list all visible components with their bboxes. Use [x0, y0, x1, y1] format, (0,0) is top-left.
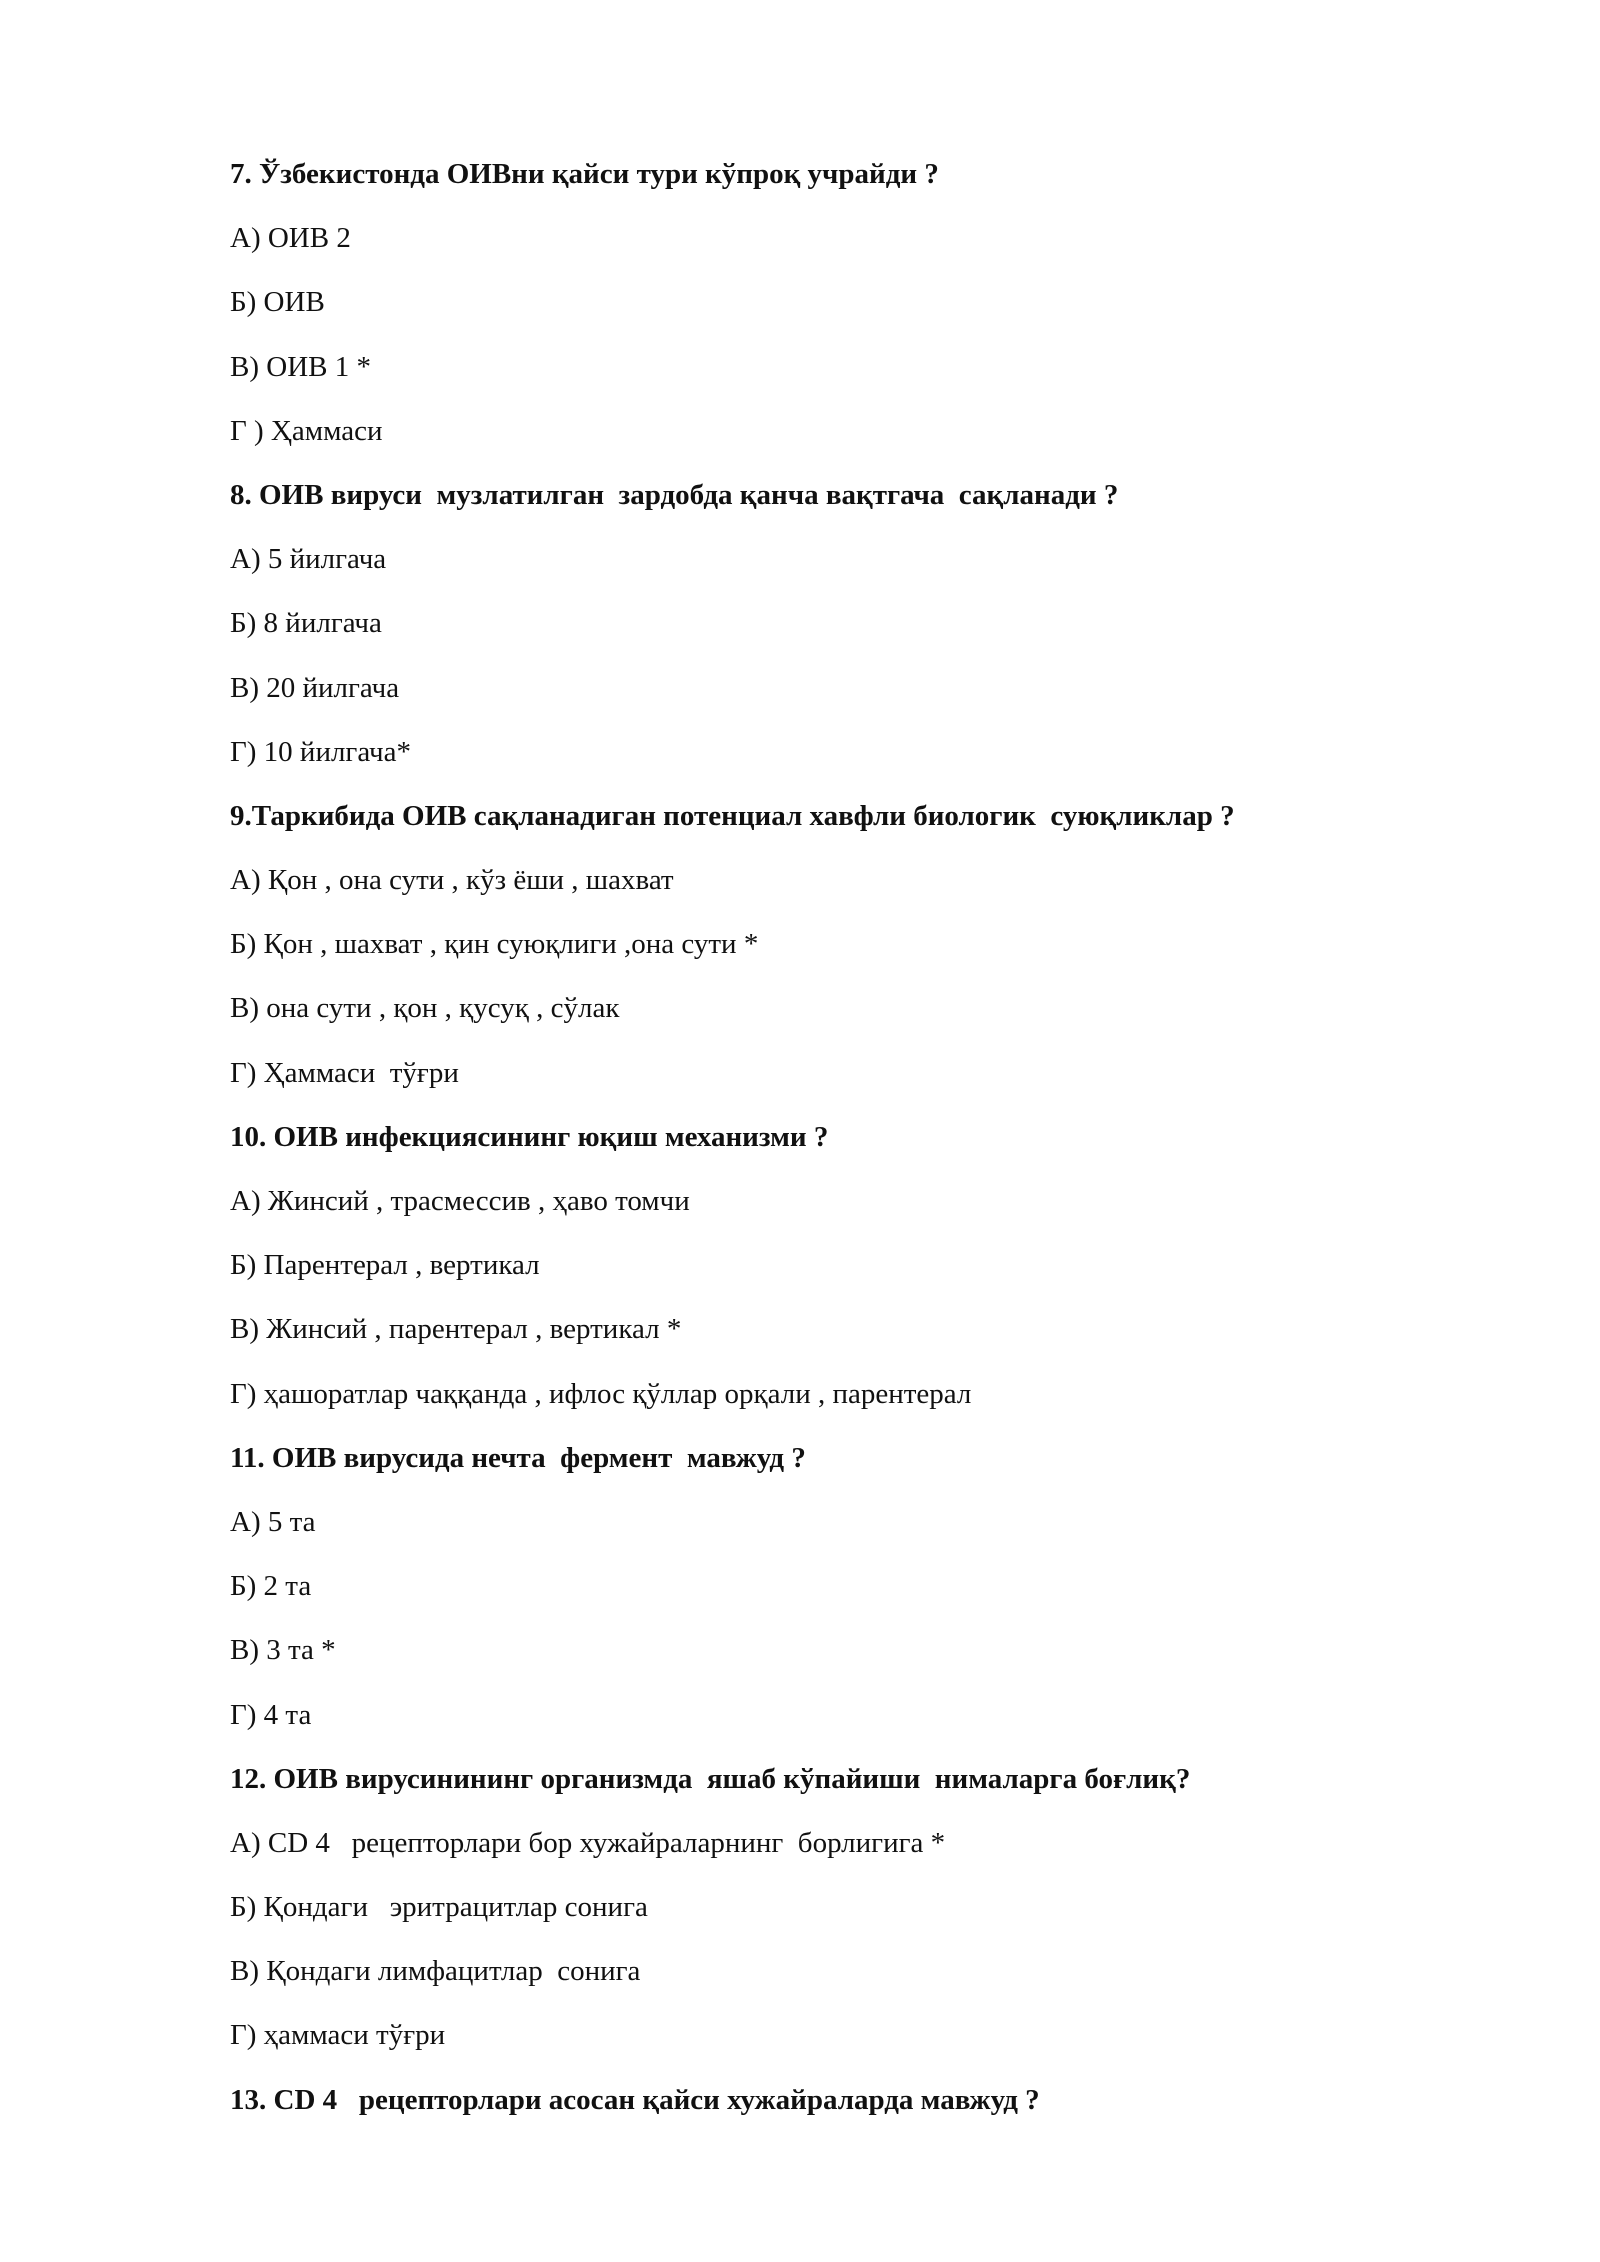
question-13-text: 13. CD 4 рецепторлари асосан қайси хужайраларда мавжуд ? — [230, 2083, 1040, 2116]
question-7-text: 7. Ўзбекистонда ОИВни қайси тури кўпроқ учрайди ? — [230, 158, 939, 190]
question-7-option-a: А) ОИВ 2 — [230, 222, 351, 255]
question-9-option-a: А) Қон , она сути , кўз ёши , шахват — [230, 864, 674, 897]
question-9-text: 9.Таркибида ОИВ сақланадиган потенциал хавфли биологик суюқликлар ? — [230, 799, 1235, 832]
question-8-option-a: А) 5 йилгача — [230, 543, 387, 576]
question-7-option-c: В) ОИВ 1 * — [230, 350, 371, 383]
question-10-option-b: Б) Парентерал , вертикал — [230, 1249, 540, 1282]
question-12-option-b: Б) Қондаги эритрацитлар сонига — [230, 1891, 648, 1924]
question-12-option-c: В) Қондаги лимфацитлар сонига — [230, 1955, 641, 1988]
question-11-option-b: Б) 2 та — [230, 1570, 312, 1603]
question-12-option-d: Г) ҳаммаси тўғри — [230, 2019, 446, 2052]
question-9-option-b: Б) Қон , шахват , қин суюқлиги ,она сути * — [230, 928, 759, 961]
question-8-option-d: Г) 10 йилгача* — [230, 735, 411, 768]
question-8-option-c: В) 20 йилгача — [230, 671, 400, 704]
question-10-option-a: А) Жинсий , трасмессив , ҳаво томчи — [230, 1185, 690, 1217]
question-10-option-d: Г) ҳашоратлар чаққанда , ифлос қўллар орқали , парентерал — [230, 1377, 972, 1410]
question-12-option-a: А) CD 4 рецепторлари бор хужайраларнинг борлигига * — [230, 1826, 946, 1859]
question-11-text: 11. ОИВ вирусида нечта фермент мавжуд ? — [230, 1441, 806, 1474]
question-11-option-d: Г) 4 та — [230, 1698, 312, 1731]
question-9-option-d: Г) Ҳаммаси тўғри — [230, 1056, 459, 1089]
question-10-text: 10. ОИВ инфекциясининг юқиш механизми ? — [230, 1120, 829, 1153]
question-9-option-c: В) она сути , қон , қусуқ , сўлак — [230, 992, 620, 1025]
question-10-option-c: В) Жинсий , парентерал , вертикал * — [230, 1313, 682, 1346]
question-8-text: 8. ОИВ вируси музлатилган зардобда қанча вақтгача сақланади ? — [230, 478, 1119, 511]
question-12-text: 12. ОИВ вирусинининг организмда яшаб кўпайиши нималарга боғлиқ? — [230, 1762, 1191, 1795]
question-8-option-b: Б) 8 йилгача — [230, 607, 382, 640]
question-11-option-c: В) 3 та * — [230, 1634, 336, 1667]
quiz-content — [230, 142, 1410, 2132]
question-7-option-b: Б) ОИВ — [230, 286, 325, 319]
question-7-option-d: Г ) Ҳаммаси — [230, 414, 383, 447]
question-11-option-a: А) 5 та — [230, 1505, 316, 1538]
